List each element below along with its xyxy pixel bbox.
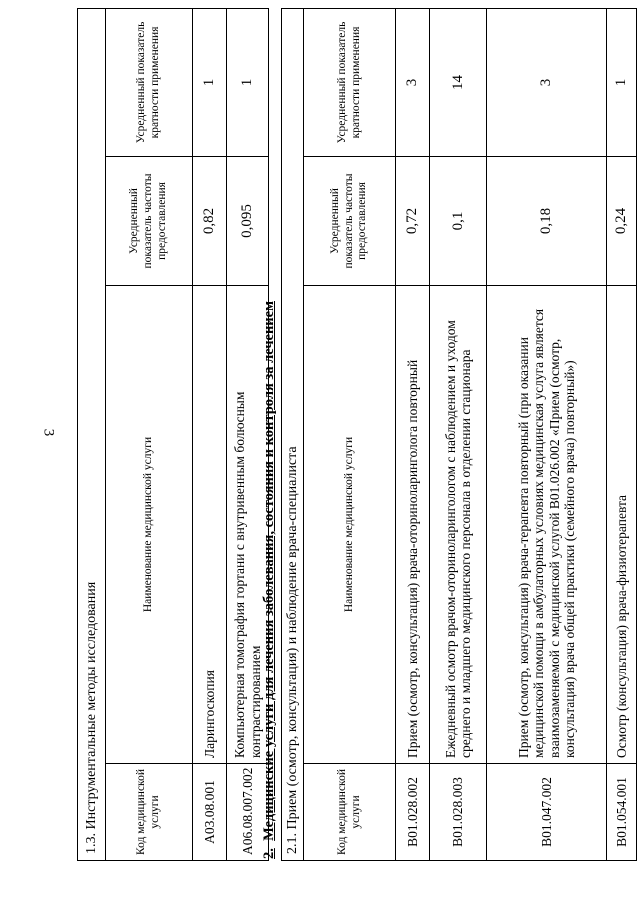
service-code: B01.028.002 [396,764,430,861]
service-code: A06.08.007.002 [227,764,269,861]
multiplicity-value: 1 [193,8,227,156]
multiplicity-value: 14 [430,8,487,156]
specialist-visits-table [281,8,637,861]
section-2-text: Медицинские услуги для лечения заболевания, состояния и контроля за лечением [261,301,277,841]
service-name: Осмотр (консультация) врача-физиотерапевта [607,286,637,764]
frequency-value: 0,82 [193,157,227,286]
header-multiplicity: Усредненный показатель кратности применения [106,8,193,156]
multiplicity-value: 3 [487,8,607,156]
service-name: Прием (осмотр, консультация) врача-терапевта повторный (при оказании медицинской помощи в амбулаторных условиях медицинская услуга является взаимозаменяемой с медицинской услугой B01.026.002 «Прием (осмотр, консультация) врача общей практики (семейного врача) повторный») [487,286,607,764]
service-name: Прием (осмотр, консультация) врача-оториноларинголога повторный [396,286,430,764]
section-2-number: 2. [261,848,277,859]
table-row [487,8,607,860]
frequency-value: 0,18 [487,157,607,286]
rotated-page-content [47,9,637,889]
multiplicity-value: 1 [227,8,269,156]
service-name: Компьютерная томография гортани с внутривенным болюсным контрастированием [227,286,269,764]
instrumental-methods-table [77,8,269,861]
frequency-value: 0,1 [430,157,487,286]
section-1-3-title: 1.3. Инструментальные методы исследования [78,8,106,860]
service-code: B01.028.003 [430,764,487,861]
frequency-value: 0,095 [227,157,269,286]
multiplicity-value: 3 [396,8,430,156]
service-name: Ларингоскопия [193,286,227,764]
service-code: B01.047.002 [487,764,607,861]
section-2-1-title: 2.1. Прием (осмотр, консультация) и наблюдение врача-специалиста [282,8,304,860]
service-name: Ежедневный осмотр врачом-оториноларингологом с наблюдением и уходом среднего и младшего медицинского персонала в отделении стационара [430,286,487,764]
header-code: Код медицинской услуги [106,764,193,861]
header-name: Наименование медицинской услуги [304,286,396,764]
header-frequency: Усредненный показатель частоты предоставления [304,157,396,286]
service-code: B01.054.001 [607,764,637,861]
multiplicity-value: 1 [607,8,637,156]
header-frequency: Усредненный показатель частоты предоставления [106,157,193,286]
table-row [430,8,487,860]
page-number: 3 [40,428,57,437]
table-row [607,8,637,860]
header-code: Код медицинской услуги [304,764,396,861]
section-2-title [261,301,278,859]
header-name: Наименование медицинской услуги [106,286,193,764]
table-row [193,8,227,860]
frequency-value: 0,24 [607,157,637,286]
table-row [396,8,430,860]
header-multiplicity: Усредненный показатель кратности применения [304,8,396,156]
frequency-value: 0,72 [396,157,430,286]
service-code: A03.08.001 [193,764,227,861]
